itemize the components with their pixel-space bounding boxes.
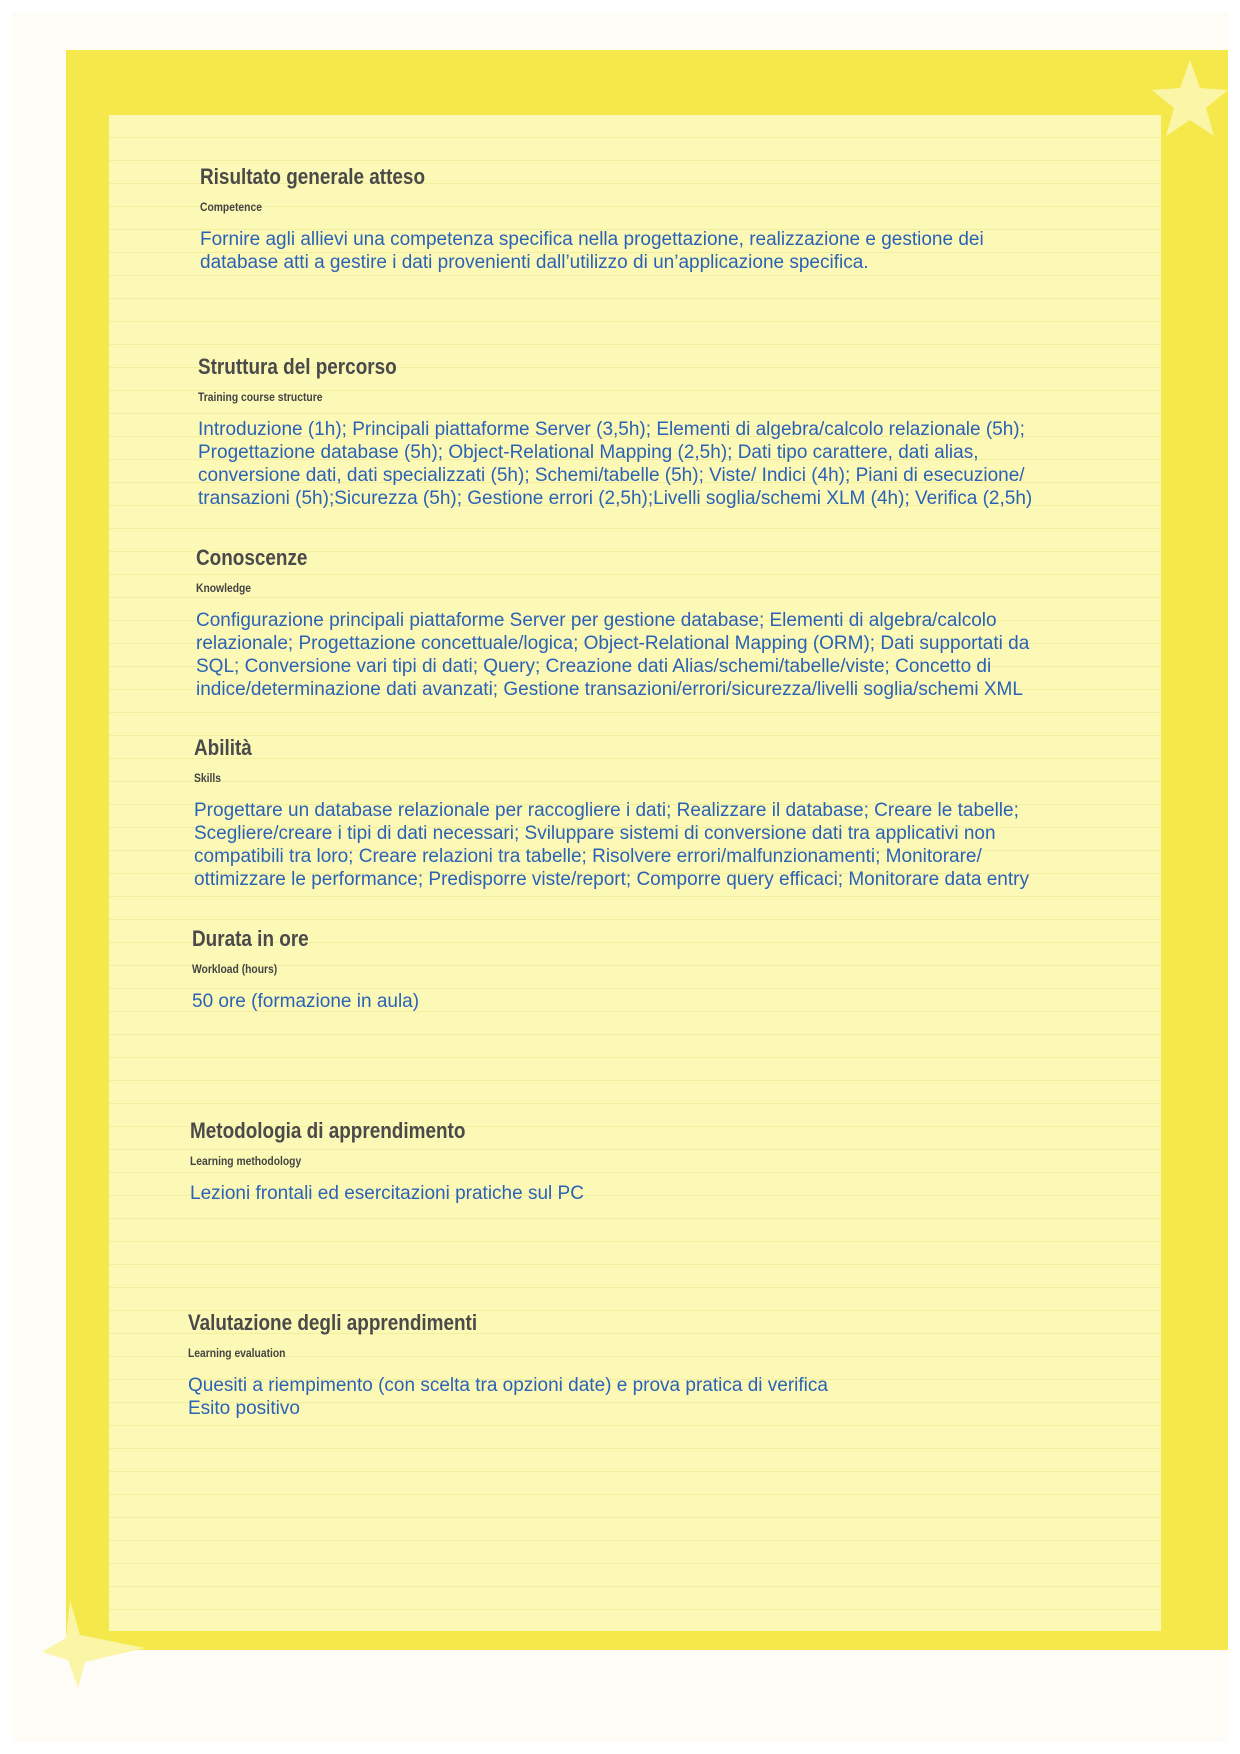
section-body bbox=[190, 1182, 1070, 1205]
body-line: SQL; Conversione vari tipi di dati; Query; Creazione dati Alias/schemi/tabelle/viste; Concetto di bbox=[196, 656, 992, 677]
section-subtitle: Training course structure bbox=[198, 390, 323, 404]
body-line: Scegliere/creare i tipi di dati necessari; Sviluppare sistemi di conversione dati tra applicativi non bbox=[194, 823, 996, 844]
section-methodology bbox=[190, 1118, 1070, 1205]
body-line: Esito positivo bbox=[188, 1398, 300, 1419]
section-competence bbox=[200, 164, 1080, 274]
star-icon bbox=[1150, 58, 1230, 138]
body-line: transazioni (5h);Sicurezza (5h); Gestione errori (2,5h);Livelli soglia/schemi XLM (4h); Verifica (2,5h) bbox=[198, 488, 1033, 509]
body-line: Configurazione principali piattaforme Server per gestione database; Elementi di algebra/calcolo bbox=[196, 610, 997, 631]
section-body bbox=[194, 799, 1074, 891]
section-subtitle: Learning evaluation bbox=[188, 1346, 286, 1360]
body-line: ottimizzare le performance; Predisporre viste/report; Comporre query efficaci; Monitorare data entry bbox=[194, 869, 1029, 890]
body-line: compatibili tra loro; Creare relazioni tra tabelle; Risolvere errori/malfunzionamenti; Monitorare/ bbox=[194, 846, 982, 867]
section-title: Struttura del percorso bbox=[198, 354, 397, 379]
section-title: Metodologia di apprendimento bbox=[190, 1118, 466, 1143]
section-title: Abilità bbox=[194, 735, 252, 760]
section-workload bbox=[192, 926, 1072, 1013]
section-title: Conoscenze bbox=[196, 545, 308, 570]
body-line: relazionale; Progettazione concettuale/logica; Object-Relational Mapping (ORM); Dati supportati da bbox=[196, 633, 1030, 654]
section-title: Risultato generale atteso bbox=[200, 164, 426, 189]
section-body bbox=[200, 228, 1080, 274]
section-subtitle: Learning methodology bbox=[190, 1154, 302, 1168]
body-line: conversione dati, dati specializzati (5h); Schemi/tabelle (5h); Viste/ Indici (4h); Piani di esecuzione/ bbox=[198, 465, 1025, 486]
body-line: Fornire agli allievi una competenza specifica nella progettazione, realizzazione e gestione dei bbox=[200, 229, 984, 250]
section-body bbox=[188, 1374, 1068, 1420]
section-knowledge bbox=[196, 545, 1076, 701]
section-body bbox=[196, 609, 1076, 701]
section-subtitle: Workload (hours) bbox=[192, 962, 278, 976]
body-line: database atti a gestire i dati provenienti dall’utilizzo di un’applicazione specifica. bbox=[200, 252, 869, 273]
section-subtitle: Competence bbox=[200, 200, 262, 214]
section-body bbox=[198, 418, 1078, 510]
section-title: Durata in ore bbox=[192, 926, 309, 951]
body-line: Introduzione (1h); Principali piattaforme Server (3,5h); Elementi di algebra/calcolo relazionale (5h); bbox=[198, 419, 1025, 440]
section-skills bbox=[194, 735, 1074, 891]
body-line: Progettare un database relazionale per raccogliere i dati; Realizzare il database; Creare le tabelle; bbox=[194, 800, 1019, 821]
star-icon bbox=[40, 1590, 150, 1690]
body-line: Lezioni frontali ed esercitazioni pratiche sul PC bbox=[190, 1183, 584, 1204]
section-title: Valutazione degli apprendimenti bbox=[188, 1310, 478, 1335]
section-subtitle: Knowledge bbox=[196, 581, 252, 595]
section-subtitle: Skills bbox=[194, 771, 221, 785]
section-body bbox=[192, 990, 1072, 1013]
body-line: Quesiti a riempimento (con scelta tra opzioni date) e prova pratica di verifica bbox=[188, 1375, 828, 1396]
section-training-structure bbox=[198, 354, 1078, 510]
body-line: 50 ore (formazione in aula) bbox=[192, 991, 420, 1012]
body-line: indice/determinazione dati avanzati; Gestione transazioni/errori/sicurezza/livelli soglia/schemi XML bbox=[196, 679, 1023, 700]
body-line: Progettazione database (5h); Object-Relational Mapping (2,5h); Dati tipo carattere, dati alias, bbox=[198, 442, 979, 463]
section-evaluation bbox=[188, 1310, 1068, 1420]
